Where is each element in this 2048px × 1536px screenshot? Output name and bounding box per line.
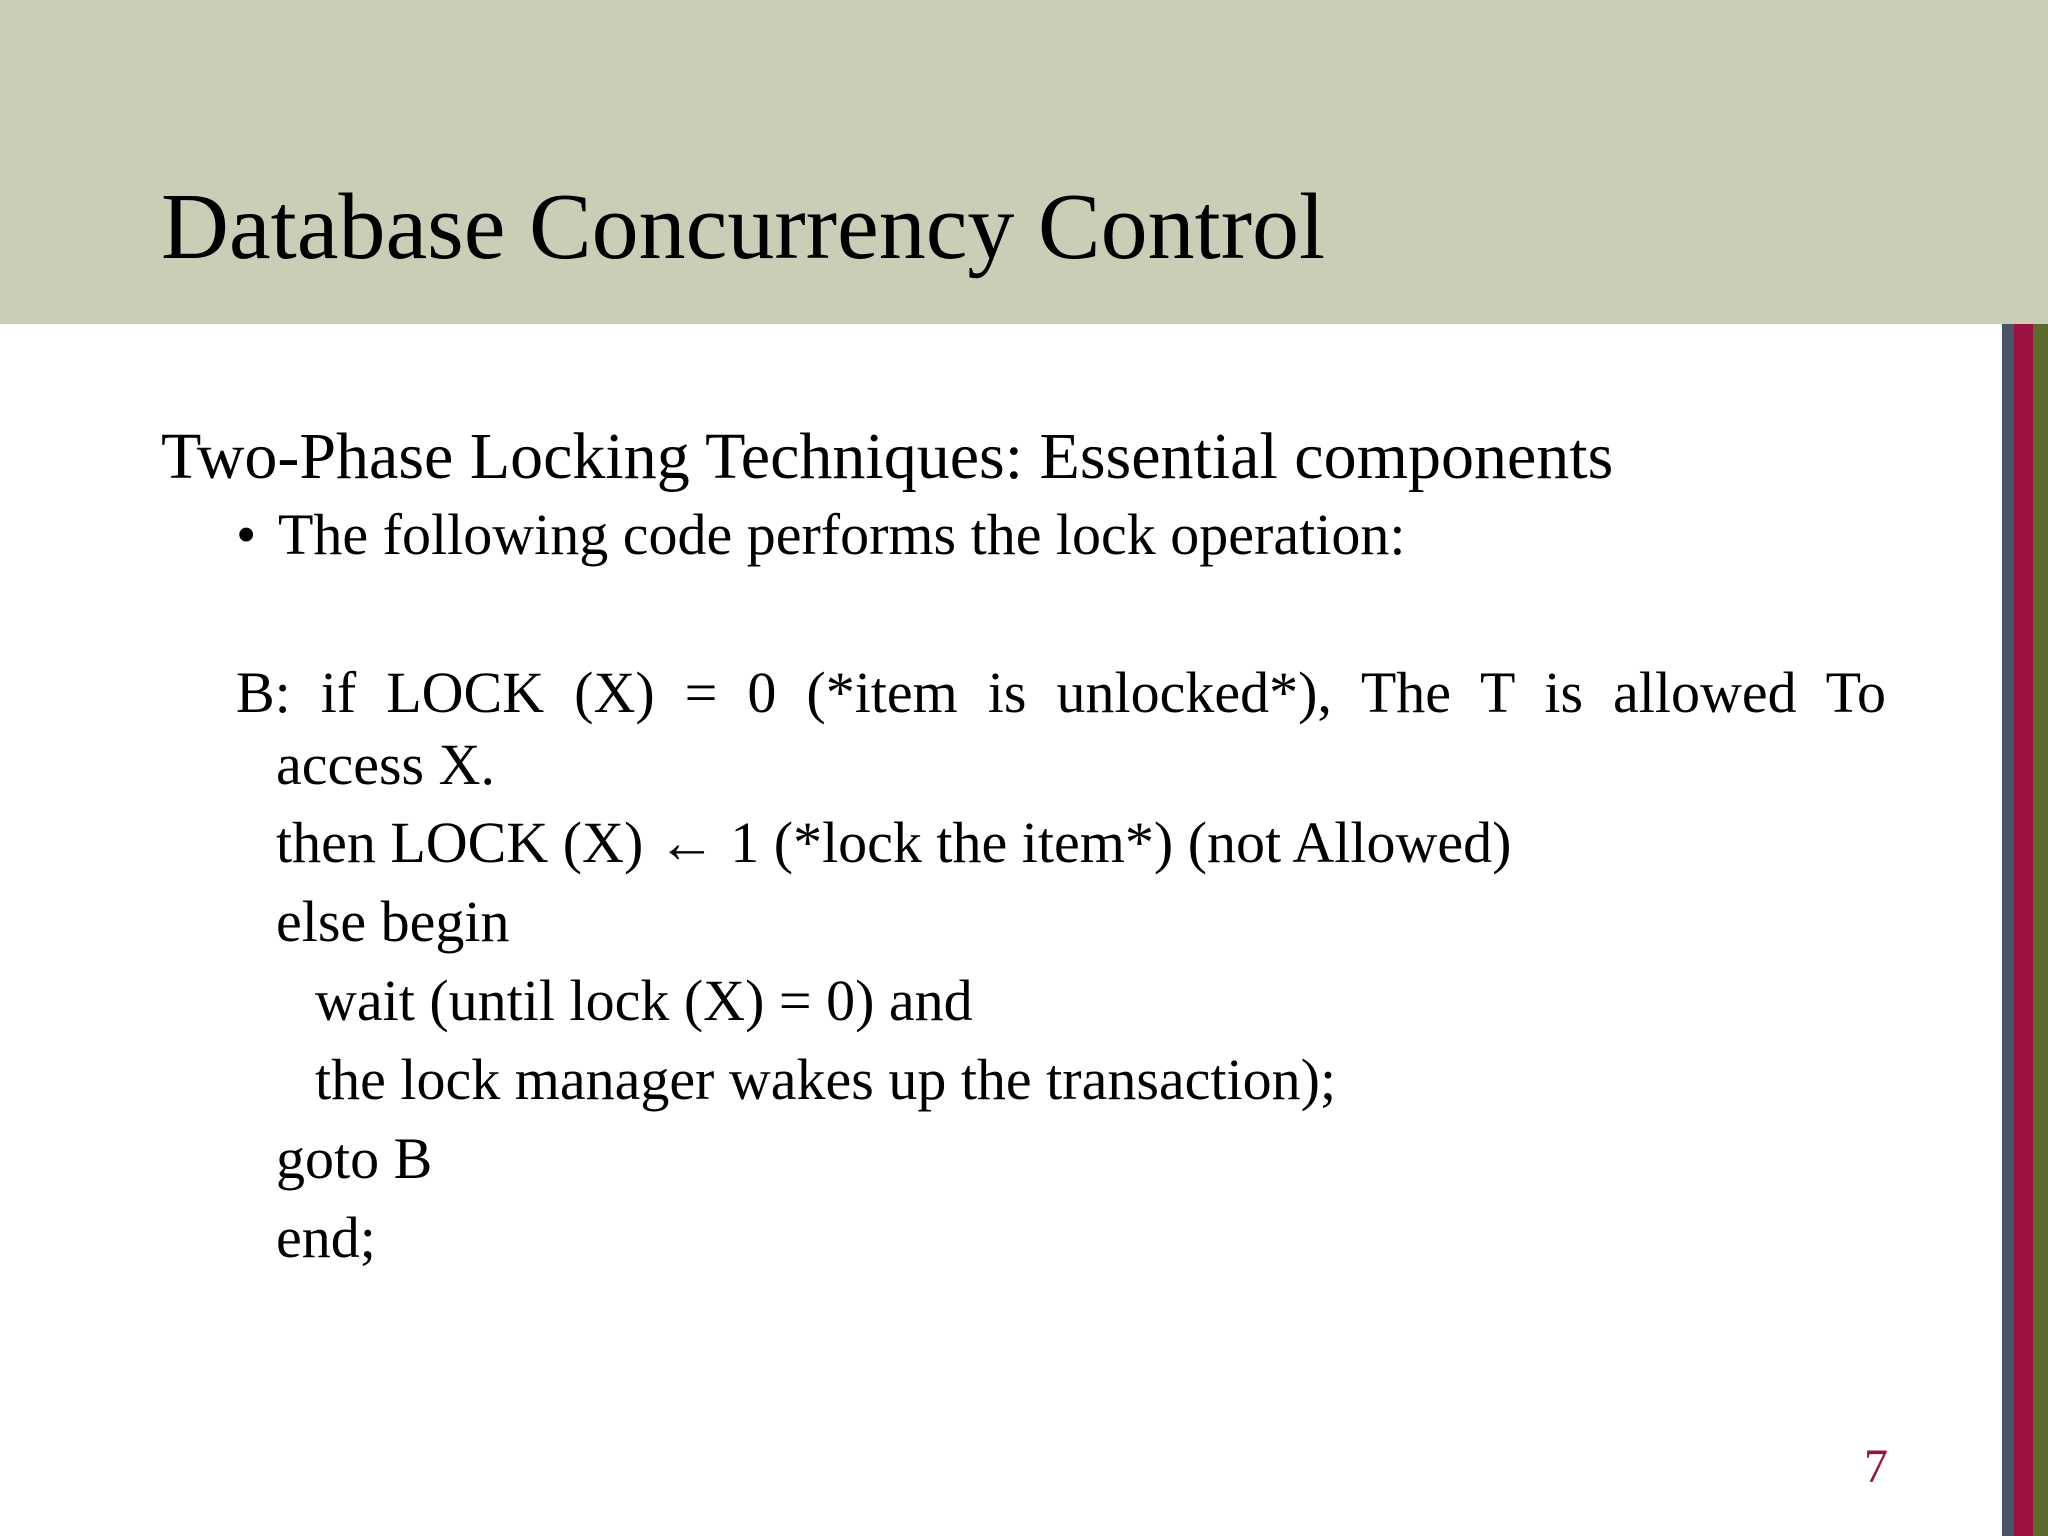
code-line-goto: goto B — [276, 1126, 433, 1191]
side-stripe-slate — [2002, 324, 2014, 1536]
code-line-else-begin: else begin — [276, 889, 510, 954]
code-line-b-if: B: if LOCK (X) = 0 (*item is unlocked*), The T is allowed To — [236, 660, 1886, 725]
slide-title: Database Concurrency Control — [161, 175, 1326, 279]
code-line-lock-manager: the lock manager wakes up the transaction); — [315, 1047, 1337, 1112]
side-stripe-olive — [2033, 324, 2048, 1536]
code-line-then: then LOCK (X) ← 1 (*lock the item*) (not Allowed) — [276, 810, 1512, 875]
page-number: 7 — [1864, 1440, 1888, 1493]
bullet-icon: • — [236, 502, 257, 567]
side-stripe-crimson — [2014, 324, 2033, 1536]
bullet-text: The following code performs the lock operation: — [278, 502, 1406, 567]
code-line-access: access X. — [276, 732, 496, 797]
section-heading: Two-Phase Locking Techniques: Essential components — [161, 420, 1614, 493]
code-line-end: end; — [276, 1205, 376, 1270]
bullet-item — [236, 500, 1405, 570]
code-line-wait: wait (until lock (X) = 0) and — [315, 968, 973, 1033]
